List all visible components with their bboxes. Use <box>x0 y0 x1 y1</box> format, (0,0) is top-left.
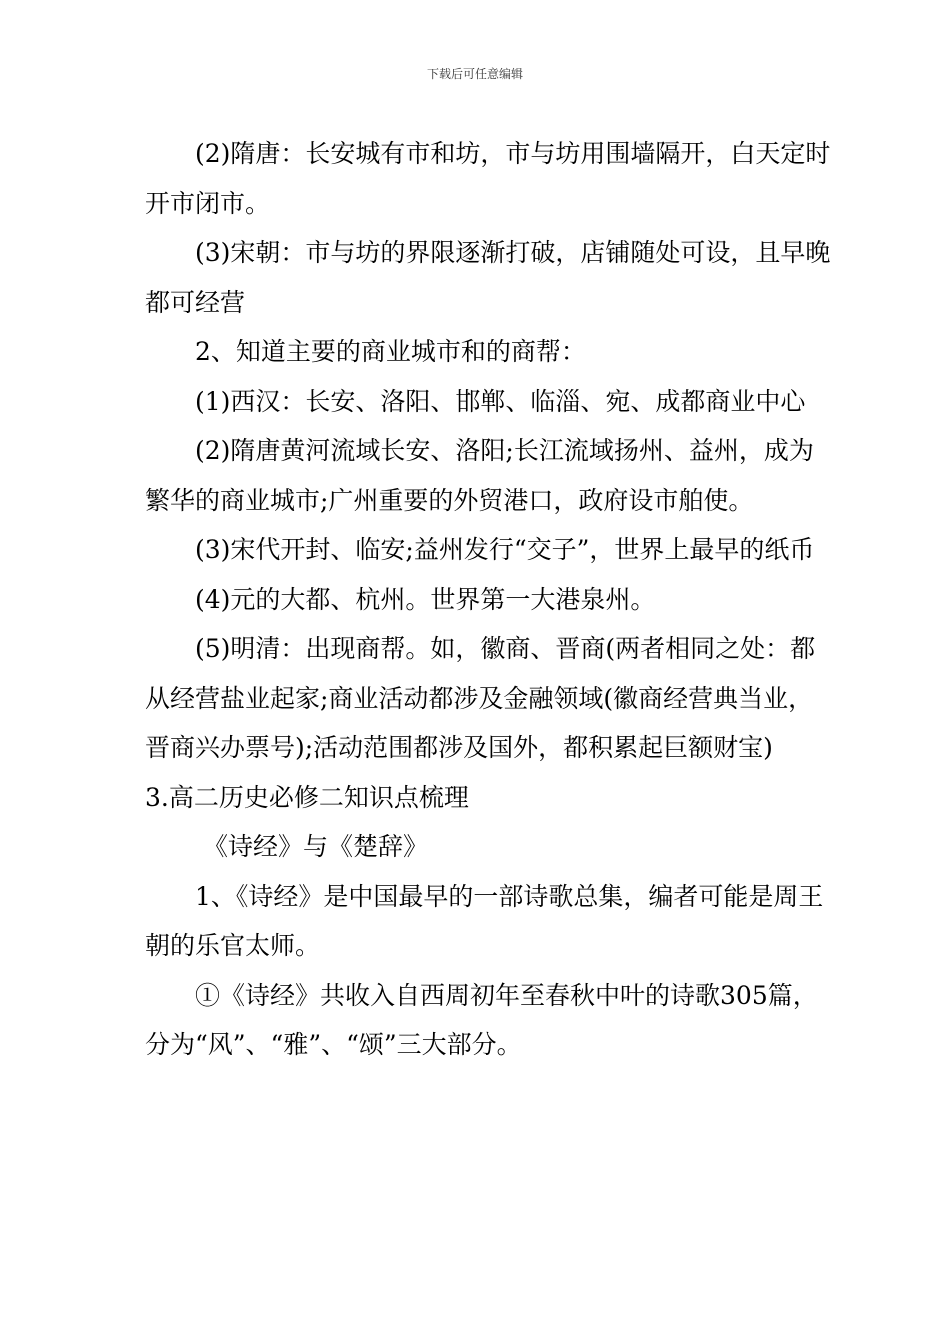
page-header: 下载后可任意编辑 <box>426 67 523 81</box>
paragraph-song-cities: (3)宋代开封、临安;益州发行“交子”，世界上最早的纸币 <box>195 535 815 564</box>
paragraph-shijing-intro: 1、《诗经》是中国最早的一部诗歌总集，编者可能是周王朝的乐官太师。 <box>145 881 824 960</box>
paragraph-ming-qing-merchants: (5)明清：出现商帮。如，徽商、晋商(两者相同之处：都从经营盐业起家;商业活动都涉及金融领域(徽商经营典当业，晋商兴办票号);活动范围都涉及国外，都积累起巨额财宝) <box>145 634 816 762</box>
paragraph-shijing-content: ①《诗经》共收入自西周初年至春秋中叶的诗歌305篇，分为“风”、“雅”、“颂”三大部分。 <box>145 980 818 1059</box>
paragraph-sui-tang-cities: (2)隋唐黄河流域长安、洛阳;长江流域扬州、益州，成为繁华的商业城市;广州重要的外贸港口，政府设市舶使。 <box>145 436 814 515</box>
paragraph-western-han: (1)西汉：长安、洛阳、邯郸、临淄、宛、成都商业中心 <box>195 386 806 416</box>
paragraph-yuan-cities: (4)元的大都、杭州。世界第一大港泉州。 <box>195 584 656 614</box>
paragraph-song-market: (3)宋朝：市与坊的界限逐渐打破，店铺随处可设，且早晚都可经营 <box>145 238 831 317</box>
paragraph-commercial-cities-title: 2、知道主要的商业城市和的商帮： <box>195 337 586 366</box>
subsection-title: 《诗经》与《楚辞》 <box>203 832 429 861</box>
section-heading: 3.高二历史必修二知识点梳理 <box>145 782 469 812</box>
paragraph-sui-tang-market: (2)隋唐：长安城有市和坊，市与坊用围墙隔开，白天定时开市闭市。 <box>145 139 831 218</box>
document-body <box>145 129 835 1070</box>
